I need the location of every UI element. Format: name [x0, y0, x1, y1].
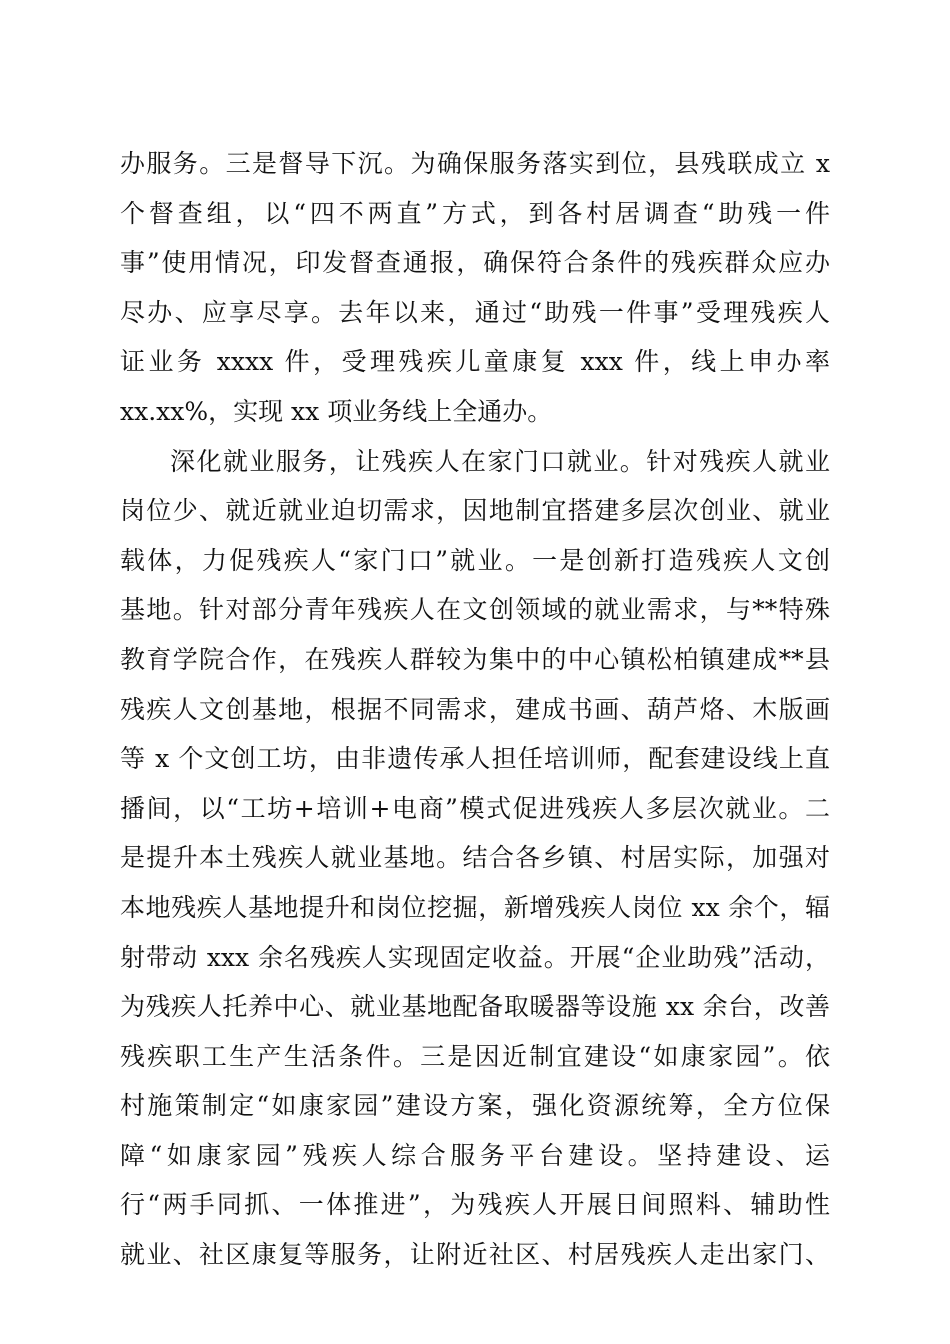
- text-line: 播间，以“工坊+培训+电商”模式促进残疾人多层次就业。二: [120, 793, 830, 823]
- text-line: 障“如康家园”残疾人综合服务平台建设。坚持建设、运: [120, 1140, 830, 1170]
- text-line: 基地。针对部分青年残疾人在文创领域的就业需求，与**特殊: [120, 595, 830, 625]
- body-text: [120, 139, 830, 1280]
- text-line: 村施策制定“如康家园”建设方案，强化资源统筹，全方位保: [120, 1091, 830, 1121]
- text-line: 等 x 个文创工坊，由非遗传承人担任培训师，配套建设线上直: [120, 744, 830, 774]
- text-line: 为残疾人托养中心、就业基地配备取暖器等设施 xx 余台，改善: [120, 992, 830, 1022]
- text-line: 本地残疾人基地提升和岗位挖掘，新增残疾人岗位 xx 余个，辐: [120, 892, 830, 922]
- text-line: 尽办、应享尽享。去年以来，通过“助残一件事”受理残疾人: [120, 297, 830, 327]
- paragraph-start-line: 深化就业服务，让残疾人在家门口就业。针对残疾人就业: [170, 446, 830, 476]
- text-line: 残疾职工生产生活条件。三是因近制宜建设“如康家园”。依: [120, 1041, 830, 1071]
- text-line: 办服务。三是督导下沉。为确保服务落实到位，县残联成立 x: [120, 149, 830, 178]
- text-line: 是提升本土残疾人就业基地。结合各乡镇、村居实际，加强对: [120, 843, 830, 873]
- text-line: 个督查组，以“四不两直”方式，到各村居调查“助残一件: [120, 198, 830, 228]
- text-line: 行“两手同抓、一体推进”，为残疾人开展日间照料、辅助性: [120, 1190, 830, 1220]
- text-line: 教育学院合作，在残疾人群较为集中的中心镇松柏镇建成**县: [120, 644, 830, 674]
- text-line: 证业务 xxxx 件，受理残疾儿童康复 xxx 件，线上申办率: [120, 347, 830, 377]
- text-line: 载体，力促残疾人“家门口”就业。一是创新打造残疾人文创: [120, 545, 830, 575]
- text-line: 岗位少、就近就业迫切需求，因地制宜搭建多层次创业、就业: [120, 496, 830, 526]
- text-line: 就业、社区康复等服务，让附近社区、村居残疾人走出家门、: [120, 1240, 830, 1270]
- text-line: 射带动 xxx 余名残疾人实现固定收益。开展“企业助残”活动，: [120, 942, 830, 972]
- text-line: 事”使用情况，印发督查通报，确保符合条件的残疾群众应办: [120, 248, 830, 278]
- text-line: 残疾人文创基地，根据不同需求，建成书画、葫芦烙、木版画: [120, 694, 830, 724]
- text-line: xx.xx%，实现 xx 项业务线上全通办。: [120, 396, 553, 426]
